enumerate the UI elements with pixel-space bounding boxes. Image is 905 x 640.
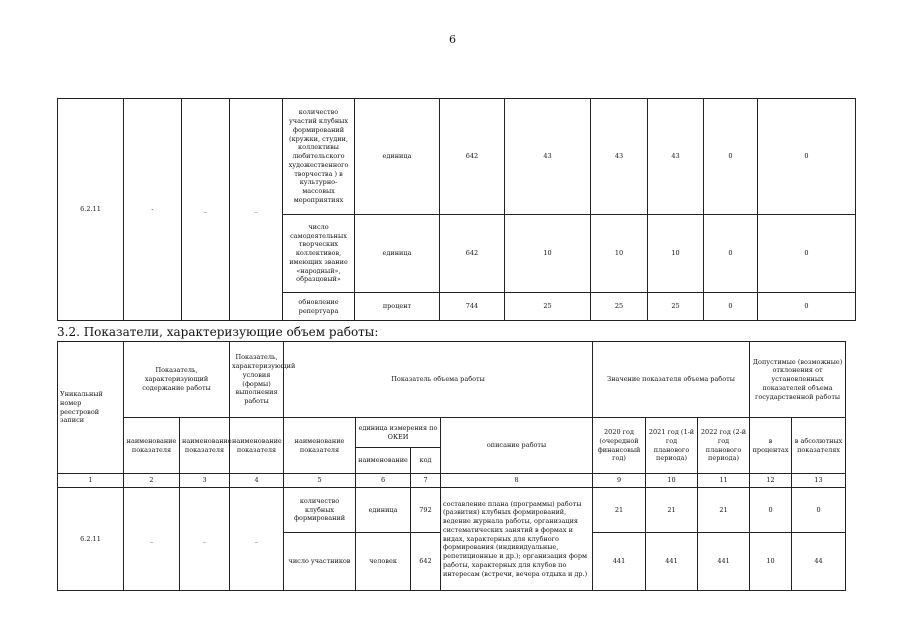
section-title: 3.2. Показатели, характеризующие объем работы: bbox=[57, 325, 379, 339]
value-2022: 10 bbox=[648, 215, 704, 293]
value-2020: 43 bbox=[505, 99, 591, 215]
value-2021: 43 bbox=[591, 99, 648, 215]
header-year-2021: 2021 год (1-й год планового периода) bbox=[646, 418, 698, 474]
deviation-percent: 10 bbox=[750, 533, 792, 591]
header-year-2020: 2020 год (очередной финансовый год) bbox=[593, 418, 646, 474]
header-work-description: описание работы bbox=[441, 418, 593, 474]
quality-indicators-table bbox=[57, 98, 856, 321]
deviation-percent: 0 bbox=[704, 99, 758, 215]
header-condition-indicator: Показатель, характеризующий условия (формы) выполнения работы bbox=[230, 342, 284, 418]
unit-name: единица bbox=[355, 215, 440, 293]
column-number: 11 bbox=[698, 474, 750, 488]
unit-name: единица bbox=[356, 488, 411, 533]
unit-code: 792 bbox=[411, 488, 441, 533]
indicator-name: количество участий клубных формирований (кружки, студии, коллективы любительского художественного творчества ) в культурно-массовых мероприятиях bbox=[283, 99, 355, 215]
header-year-2022: 2022 год (2-й год планового периода) bbox=[698, 418, 750, 474]
deviation-percent: 0 bbox=[704, 215, 758, 293]
unit-code: 642 bbox=[440, 99, 505, 215]
value-2021: 25 bbox=[591, 293, 648, 321]
value-2021: 21 bbox=[646, 488, 698, 533]
unit-name: процент bbox=[355, 293, 440, 321]
header-indicator-name: наименование показателя bbox=[284, 418, 356, 474]
unit-name: единица bbox=[355, 99, 440, 215]
header-percent: в процентах bbox=[750, 418, 792, 474]
indicator-name: количество клубных формирований bbox=[284, 488, 356, 533]
content-indicator-2: _ bbox=[180, 488, 230, 591]
unit-name: человек bbox=[356, 533, 411, 591]
header-indicator-name: наименование показателя bbox=[124, 418, 180, 474]
value-2020: 21 bbox=[593, 488, 646, 533]
header-indicator-name: наименование показателя bbox=[180, 418, 230, 474]
registry-number: 6.2.11 bbox=[58, 488, 124, 591]
column-number: 2 bbox=[124, 474, 180, 488]
header-absolute: в абсолютных показателях bbox=[792, 418, 846, 474]
deviation-absolute: 0 bbox=[792, 488, 846, 533]
column-number: 8 bbox=[441, 474, 593, 488]
deviation-percent: 0 bbox=[750, 488, 792, 533]
value-2022: 21 bbox=[698, 488, 750, 533]
header-unit-code: код bbox=[411, 448, 441, 474]
content-indicator-1: - bbox=[124, 99, 182, 321]
unit-code: 642 bbox=[440, 215, 505, 293]
volume-indicators-table bbox=[57, 341, 846, 591]
column-number: 13 bbox=[792, 474, 846, 488]
value-2020: 25 bbox=[505, 293, 591, 321]
deviation-absolute: 0 bbox=[758, 99, 856, 215]
header-content-indicator: Показатель, характеризующий содержание работы bbox=[124, 342, 230, 418]
column-number: 10 bbox=[646, 474, 698, 488]
column-number: 3 bbox=[180, 474, 230, 488]
indicator-name: обновление репертуара bbox=[283, 293, 355, 321]
header-unique-number: Уникальный номер реестровой записи bbox=[58, 342, 124, 474]
header-unit-name: наименование bbox=[356, 448, 411, 474]
deviation-percent: 0 bbox=[704, 293, 758, 321]
deviation-absolute: 0 bbox=[758, 215, 856, 293]
header-volume-indicator: Показатель объема работы bbox=[284, 342, 593, 418]
column-number: 6 bbox=[356, 474, 411, 488]
column-number: 1 bbox=[58, 474, 124, 488]
value-2022: 441 bbox=[698, 533, 750, 591]
indicator-name: число самодеятельных творческих коллективов, имеющих звание «народный», образцовый» bbox=[283, 215, 355, 293]
content-indicator-1: _ bbox=[124, 488, 180, 591]
header-indicator-name: наименование показателя bbox=[230, 418, 284, 474]
header-okei-unit: единица измерения по ОКЕИ bbox=[356, 418, 441, 448]
value-2020: 441 bbox=[593, 533, 646, 591]
column-number: 9 bbox=[593, 474, 646, 488]
registry-number: 6.2.11 bbox=[58, 99, 124, 321]
unit-code: 642 bbox=[411, 533, 441, 591]
content-indicator-2: _ bbox=[182, 99, 230, 321]
deviation-absolute: 44 bbox=[792, 533, 846, 591]
value-2022: 43 bbox=[648, 99, 704, 215]
column-number: 12 bbox=[750, 474, 792, 488]
work-description: составление плана (программы) работы (развития) клубных формирований, ведение журнала работы, организация систематических занятий в формах и видах, характерных для клубного формирования (индивидуальные, репетиционные и др.); организация форм работы, характерных для клубов по интересам (встречи, вечера отдыха и др.) bbox=[441, 488, 593, 591]
value-2021: 441 bbox=[646, 533, 698, 591]
column-number: 5 bbox=[284, 474, 356, 488]
value-2021: 10 bbox=[591, 215, 648, 293]
column-number: 4 bbox=[230, 474, 284, 488]
value-2022: 25 bbox=[648, 293, 704, 321]
page-number: 6 bbox=[449, 33, 456, 46]
header-deviation: Допустимые (возможные) отклонения от установленных показателей объема государственной работы bbox=[750, 342, 846, 418]
value-2020: 10 bbox=[505, 215, 591, 293]
column-number: 7 bbox=[411, 474, 441, 488]
unit-code: 744 bbox=[440, 293, 505, 321]
condition-indicator: _ bbox=[230, 99, 283, 321]
header-volume-value: Значение показателя объема работы bbox=[593, 342, 750, 418]
indicator-name: число участников bbox=[284, 533, 356, 591]
deviation-absolute: 0 bbox=[758, 293, 856, 321]
condition-indicator: _ bbox=[230, 488, 284, 591]
